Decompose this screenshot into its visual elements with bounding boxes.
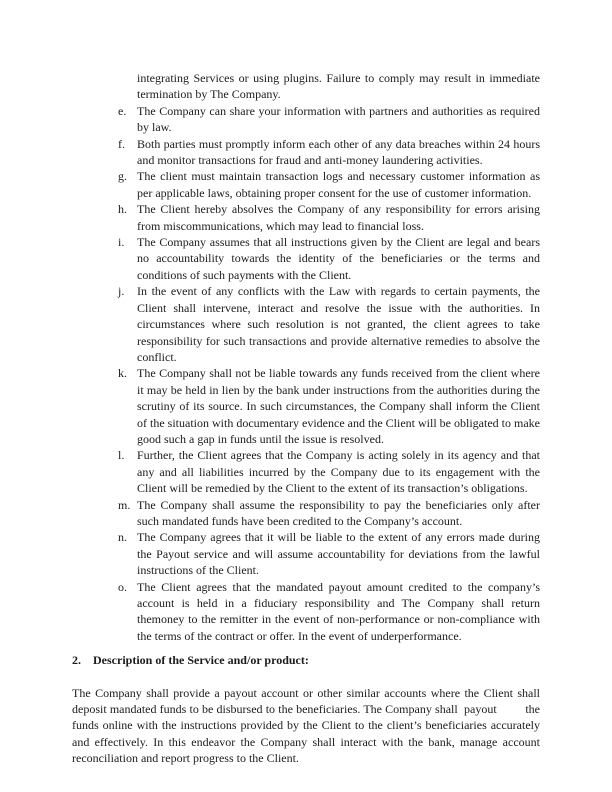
list-item-text: The Company shall assume the responsibility to pay the beneficiaries only after such mandated funds have been credited to the Company’s account. xyxy=(137,497,540,528)
list-marker: i. xyxy=(118,235,125,250)
list-item-j xyxy=(72,283,540,365)
section-heading xyxy=(72,652,540,668)
list-item-text: The Client hereby absolves the Company of any responsibility for errors arising from miscommunications, which may lead to financial loss. xyxy=(137,202,540,233)
list-item-m xyxy=(72,497,540,530)
list-marker: l. xyxy=(118,448,125,463)
list-item-text: The Client agrees that the mandated payout amount credited to the company’s account is held in a fiduciary responsibility and The Company shall return themoney to the remitter in the event of non-performance or non-compliance with the terms of the contract or offer. In the event of underperformance. xyxy=(137,579,540,643)
list-marker: n. xyxy=(118,530,127,545)
list-item-k xyxy=(72,365,540,447)
list-marker: g. xyxy=(118,169,127,184)
body-text-continuation: integrating Services or using plugins. Failure to comply may result in immediate termination by The Company. xyxy=(137,71,540,102)
list-item-n xyxy=(72,529,540,578)
list-item-e xyxy=(72,103,540,136)
list-marker: f. xyxy=(118,136,125,151)
list-item-text: The Company assumes that all instructions given by the Client are legal and bears no accountability towards the identity of the beneficiaries or the terms and conditions of such payments with the Client. xyxy=(137,235,540,282)
list-item-text: Further, the Client agrees that the Company is acting solely in its agency and that any and all liabilities incurred by the Company due to its engagement with the Client will be remedied by the Client to the extent of its transaction’s obligations. xyxy=(137,448,540,496)
list-item-text: In the event of any conflicts with the Law with regards to certain payments, the Client shall intervene, interact and resolve the issue with the authorities. In circumstances where such resolution is not granted, the client agrees to take responsibility for such transactions and provide alternative remedies to absolve the conflict. xyxy=(137,284,540,364)
list-item-text: The Company shall not be liable towards any funds received from the client where it may be held in lien by the bank under instructions from the authorities during the scrutiny of its source. In such circumstances, the Company shall inform the Client of the situation with documentary evidence and the Client will be obligated to make good such a gap in funds until the issue is resolved. xyxy=(137,366,540,446)
list-item-text: Both parties must promptly inform each other of any data breaches within 24 hours and monitor transactions for fraud and anti-money laundering activities. xyxy=(137,136,540,168)
list-item-o xyxy=(72,579,540,645)
list-marker: o. xyxy=(118,579,127,594)
list-item-text: The Company agrees that it will be liable to the extent of any errors made during the Payout service and will assume accountability for deviations from the lawful instructions of the Client. xyxy=(137,530,540,578)
section-number: 2. xyxy=(72,653,81,668)
section-title: Description of the Service and/or product: xyxy=(93,653,309,668)
list-marker: h. xyxy=(118,202,127,217)
list-item-i xyxy=(72,234,540,283)
list-item-h xyxy=(72,201,540,234)
list-item-l xyxy=(72,447,540,496)
service-description-paragraph: The Company shall provide a payout account or other similar accounts where the Client shall deposit mandated funds to be disbursed to the beneficiaries. The Company shall payout the funds online with the instructions provided by the Client to the client’s beneficiaries accurately and effectively. In this endeavor the Company shall interact with the bank, manage account reconciliation and report progress to the Client. xyxy=(72,685,540,766)
list-item-text: The client must maintain transaction logs and necessary customer information as per applicable laws, obtaining proper consent for the use of customer information. xyxy=(137,169,540,200)
list-marker: k. xyxy=(118,366,127,381)
page-content xyxy=(72,70,540,767)
list-item-g xyxy=(72,168,540,201)
list-item-f xyxy=(72,136,540,169)
list-marker: e. xyxy=(118,103,127,118)
list-marker: m. xyxy=(118,497,131,512)
list-marker: j. xyxy=(118,284,125,299)
list-item-text: The Company can share your information with partners and authorities as required by law. xyxy=(137,103,540,135)
